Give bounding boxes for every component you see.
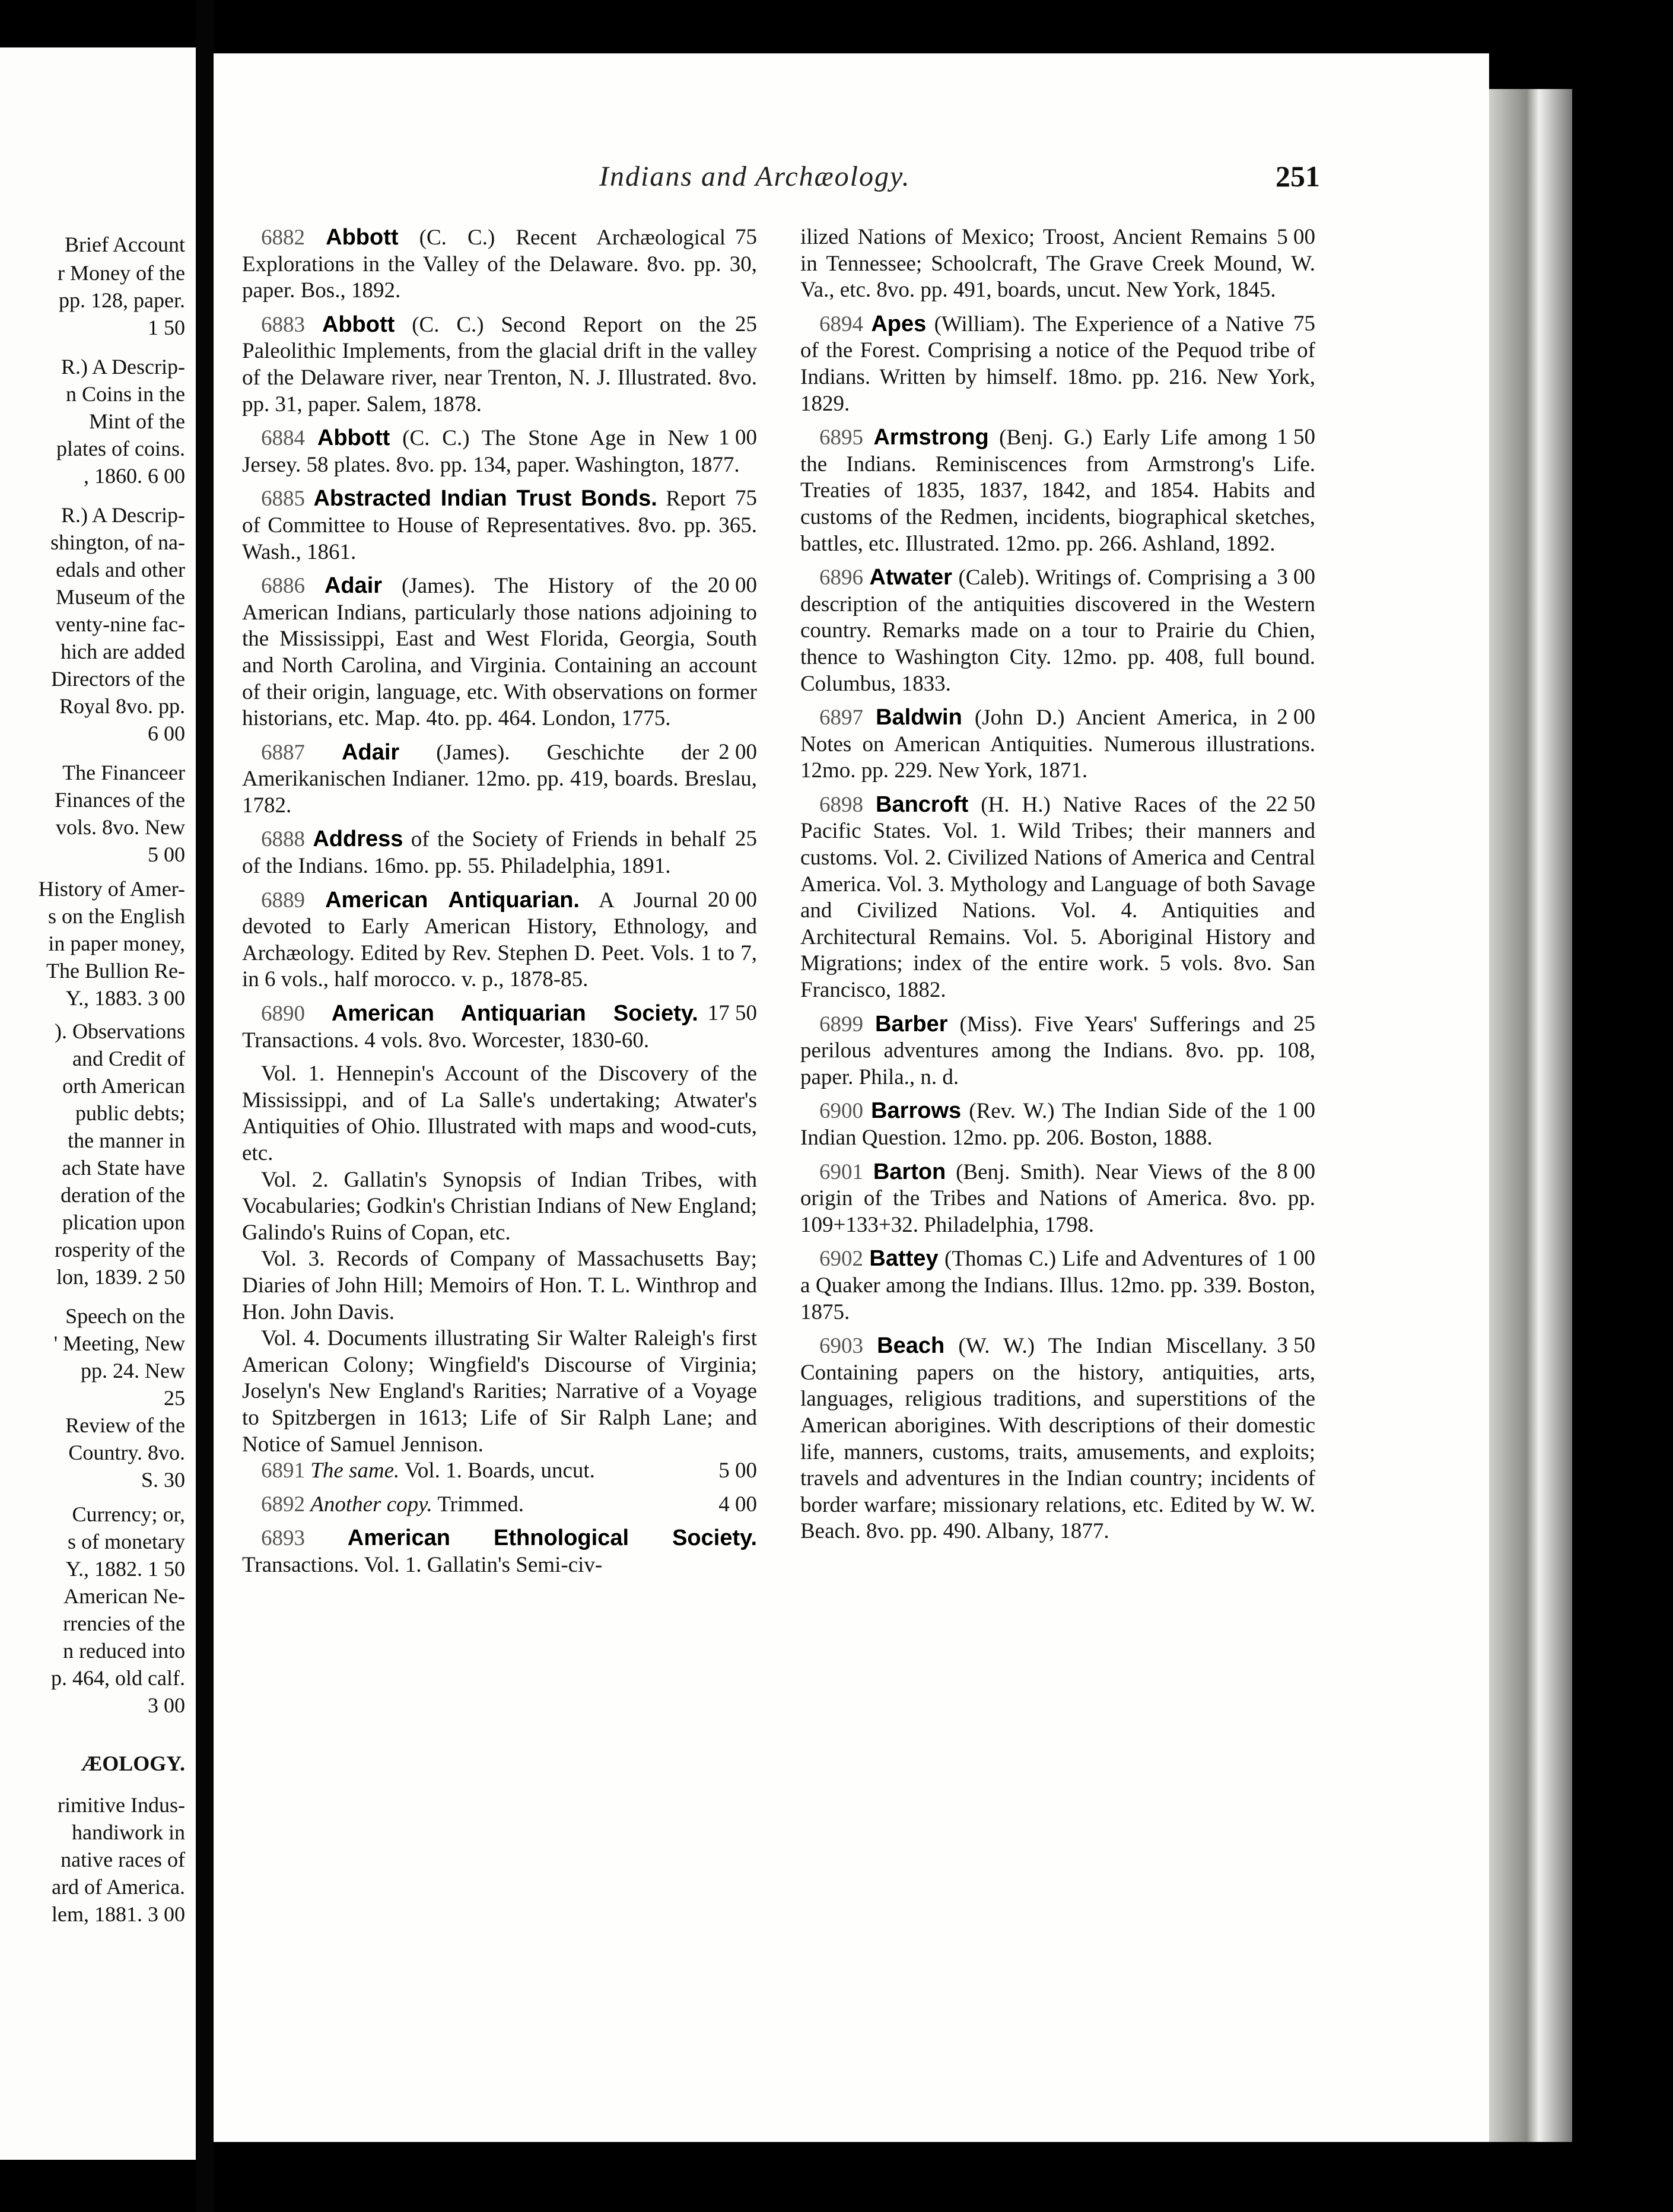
entry-price: 25 [735, 827, 757, 851]
entry-note: The same. [310, 1458, 400, 1483]
entry-author: Battey [869, 1246, 939, 1272]
entry-description: (John D.) Ancient America, in Notes on American Antiquities. Numerous illustrations. 12mo. pp. 229. New York, 1871. [800, 705, 1315, 783]
book-gutter [196, 0, 214, 2212]
prev-page-line: 1 50 [148, 316, 185, 339]
entry-author: American Antiquarian Society. [331, 1001, 698, 1026]
entry-author: Apes [871, 311, 927, 336]
prev-page-line: handiwork in [72, 1820, 185, 1844]
entry-description: A Journal devoted to Early American History, Ethnology, and Archæology. Edited by Rev. Stephen D. Peet. Vols. 1 to 7, in 6 vols., half morocco. v. p., 1878-85. [242, 888, 757, 992]
entry-description: Transactions. Vol. 1. Gallatin's Semi-civ- [242, 1552, 603, 1577]
volume-contents: Vol. 4. Documents illustrating Sir Walter Raleigh's first American Colony; Wingfield's Discourse of Virginia; Joselyn's New England's Rarities; Narrative of a Voyage to Spitzbergen in 1613; Life of Sir Ralph Lane; and Notice of Samuel Jennison. [242, 1326, 757, 1457]
catalog-entry [242, 1525, 757, 1578]
entry-author: Abbott [326, 225, 399, 250]
prev-page-line: Y., 1882. 1 50 [65, 1557, 185, 1581]
entry-price: 22 50 [1265, 792, 1315, 816]
catalog-entry [242, 485, 757, 565]
entry-number: 6889 [261, 888, 305, 913]
prev-page-line: Y., 1883. 3 00 [65, 986, 185, 1010]
entry-price: 5 00 [1277, 225, 1315, 249]
entry-number: 6894 [819, 312, 863, 336]
entry-description: (C. C.) Second Report on the Paleolithic Implements, from the glacial drift in the valley of the Delaware river, near Trenton, N. J. Illustrated. 8vo. pp. 31, paper. Salem, 1878. [242, 312, 757, 417]
entry-author: Barrows [871, 1098, 962, 1124]
entry-number: 6900 [819, 1099, 863, 1124]
prev-page-line: Country. 8vo. [68, 1441, 185, 1464]
catalog-entry [242, 739, 757, 819]
prev-page-line: orth American [62, 1074, 185, 1098]
entry-price: 1 00 [1277, 1246, 1315, 1271]
right-column [800, 224, 1315, 1552]
volume-contents: Vol. 3. Records of Company of Massachusetts Bay; Diaries of John Hill; Memoirs of Hon. T. L. Winthrop and Hon. John Davis. [242, 1247, 757, 1324]
prev-page-line: Royal 8vo. pp. [59, 694, 185, 718]
catalog-entry [242, 425, 757, 478]
entry-author: Armstrong [873, 425, 989, 450]
entry-price: 20 00 [707, 573, 757, 598]
prev-page-line: , 1860. 6 00 [84, 464, 185, 488]
entry-number: 6884 [261, 426, 305, 451]
prev-page-line: in paper money, [48, 932, 185, 955]
entry-number: 6902 [819, 1247, 863, 1272]
prev-page-line: rosperity of the [55, 1238, 185, 1261]
entry-author: Adair [324, 573, 383, 599]
entry-number: 6883 [261, 312, 305, 337]
entry-description: of the Society of Friends in behalf of the Indians. 16mo. pp. 55. Philadelphia, 1891. [242, 827, 726, 879]
entry-price: 2 00 [1277, 705, 1315, 730]
page-edge [1489, 89, 1572, 2142]
prev-page-line: hich are added [61, 640, 185, 663]
entry-number: 6898 [819, 792, 863, 817]
entry-description: (Thomas C.) Life and Adventures of a Quaker among the Indians. Illus. 12mo. pp. 339. Boston, 1875. [800, 1247, 1315, 1324]
prev-page-line: rrencies of the [63, 1612, 185, 1635]
prev-page-line: ard of America. [52, 1875, 185, 1899]
entry-description: (Benj. G.) Early Life among the Indians. Reminiscences from Armstrong's Life. Treaties of 1835, 1837, 1842, and 1854. Habits and customs of the Redmen, incidents, biographical sketches, battles, etc. Illustrated. 12mo. pp. 266. Ashland, 1892. [800, 425, 1315, 556]
catalog-entry [800, 564, 1315, 697]
volume-contents: Vol. 1. Hennepin's Account of the Discovery of the Mississippi, and of La Salle's undertaking; Atwater's Antiquities of Ohio. Illustrated with maps and wood-cuts, etc. [242, 1061, 757, 1165]
entry-price: 8 00 [1277, 1159, 1315, 1184]
prev-page-line: shington, of na- [50, 530, 185, 554]
prev-page-line: lon, 1839. 2 50 [56, 1265, 185, 1289]
entry-description: Transactions. 4 vols. 8vo. Worcester, 1830-60. [242, 1028, 650, 1053]
catalog-entry [242, 573, 757, 732]
prev-page-line: Review of the [65, 1413, 185, 1437]
entry-author: Beach [877, 1333, 945, 1359]
prev-page-line: s of monetary [68, 1530, 185, 1553]
entry-number: 6890 [261, 1002, 305, 1026]
catalog-entry [800, 1245, 1315, 1326]
entry-price: 3 50 [1277, 1333, 1315, 1358]
entry-description: Report of Committee to House of Representatives. 8vo. pp. 365. Wash., 1861. [242, 487, 757, 564]
prev-page-line: 25 [164, 1386, 185, 1410]
catalog-entry [800, 1159, 1315, 1239]
entry-price: 20 00 [707, 887, 757, 912]
prev-page-line: n reduced into [63, 1639, 185, 1663]
entry-price: 2 00 [718, 739, 757, 764]
prev-page-line: 5 00 [148, 843, 185, 866]
catalog-entry [242, 1492, 757, 1518]
prev-page-line: History of Amer- [38, 877, 185, 901]
entry-number: 6893 [261, 1526, 305, 1551]
prev-page-line: ÆOLOGY. [81, 1752, 185, 1775]
entry-author: Baldwin [876, 705, 962, 730]
prev-page-line: plates of coins. [56, 437, 185, 460]
catalog-entry [242, 1000, 757, 1054]
catalog-entry [242, 224, 757, 304]
prev-page-line: Speech on the [65, 1304, 185, 1328]
prev-page-line: R.) A Descrip- [61, 503, 185, 527]
entry-description: ilized Nations of Mexico; Troost, Ancient Remains in Tennessee; Schoolcraft, The Grave Creek Mound, W. Va., etc. 8vo. pp. 491, boards, uncut. New York, 1845. [800, 225, 1315, 303]
prev-page-line: Brief Account [65, 233, 185, 256]
entry-description: (W. W.) The Indian Miscellany. Containing papers on the history, antiquities, arts, languages, religious traditions, and superstitions of the American aborigines. With descriptions of their domestic life, manners, customs, traits, amusements, and exploits; travels and adventures in the Indian country; incidents of border warfare; missionary relations, etc. Edited by W. W. Beach. 8vo. pp. 490. Albany, 1877. [800, 1334, 1315, 1544]
entry-price: 3 00 [1277, 565, 1315, 590]
prev-page-line: ach State have [62, 1156, 185, 1180]
prev-page-line: R.) A Descrip- [61, 355, 185, 379]
catalog-entry [800, 704, 1315, 784]
prev-page-line: plication upon [62, 1210, 185, 1234]
prev-page-line: the manner in [68, 1129, 185, 1152]
left-column [242, 224, 757, 1586]
entry-price: 5 00 [718, 1458, 757, 1483]
catalog-entry [800, 224, 1315, 304]
entry-price: 75 [735, 486, 757, 511]
prev-page-line: r Money of the [58, 261, 185, 285]
previous-page-strip [0, 47, 196, 2160]
prev-page-line: Museum of the [56, 585, 185, 609]
entry-price: 1 50 [1277, 425, 1315, 450]
entry-description: (James). Geschichte der Amerikanischen Indianer. 12mo. pp. 419, boards. Breslau, 1782. [242, 740, 757, 818]
entry-description: (Caleb). Writings of. Comprising a description of the antiquities discovered in the Western country. Remarks made on a tour to Prairie du Chien, thence to Washington City. 12mo. pp. 408, full bound. Columbus, 1833. [800, 565, 1315, 696]
prev-page-line: The Bullion Re- [46, 959, 185, 983]
entry-price: 1 00 [1277, 1098, 1315, 1123]
entry-author: Barber [875, 1011, 948, 1037]
entry-description: (James). The History of the American Indians, particularly those nations adjoining to the Mississippi, East and West Florida, Georgia, South and North Carolina, and Virginia. Containing an account of their origin, language, etc. With observations on former historians, etc. Map. 4to. pp. 464. London, 1775. [242, 574, 757, 731]
entry-price: 75 [735, 225, 757, 249]
entry-number: 6882 [261, 225, 305, 250]
entry-number: 6888 [261, 827, 305, 852]
entry-description: (C. C.) The Stone Age in New Jersey. 58 plates. 8vo. pp. 134, paper. Washington, 1877. [242, 426, 740, 477]
prev-page-line: edals and other [56, 558, 185, 581]
entry-number: 6899 [819, 1012, 863, 1037]
entry-number: 6897 [819, 705, 863, 730]
catalog-entry [800, 424, 1315, 557]
catalog-entry [242, 887, 757, 993]
catalog-entry [242, 312, 757, 418]
entry-number: 6895 [819, 425, 863, 450]
entry-author: Atwater [869, 565, 952, 590]
entry-number: 6891 [261, 1458, 305, 1483]
catalog-entry [242, 826, 757, 879]
entry-author: Barton [873, 1159, 946, 1184]
prev-page-line: 3 00 [148, 1693, 185, 1717]
prev-page-line: and Credit of [72, 1047, 185, 1070]
entry-number: 6885 [261, 487, 305, 511]
page-251 [214, 53, 1489, 2142]
volume-contents: Vol. 2. Gallatin's Synopsis of Indian Tribes, with Vocabularies; Godkin's Christian Indians of New England; Galindo's Ruins of Copan, etc. [242, 1167, 757, 1245]
prev-page-line: The Financeer [62, 761, 185, 784]
catalog-entry [800, 1098, 1315, 1151]
prev-page-line: Currency; or, [72, 1502, 185, 1526]
entry-description: (C. C.) Recent Archæological Explorations in the Valley of the Delaware. 8vo. pp. 30, paper. Bos., 1892. [242, 225, 757, 303]
entry-price: 75 [1293, 311, 1315, 336]
prev-page-line: 6 00 [148, 722, 185, 745]
entry-number: 6886 [261, 574, 305, 599]
entry-number: 6896 [819, 565, 863, 590]
prev-page-line: public debts; [75, 1101, 185, 1125]
prev-page-line: Mint of the [89, 409, 185, 433]
entry-description: (William). The Experience of a Native of the Forest. Comprising a notice of the Pequod tribe of Indians. Written by himself. 18mo. pp. 216. New York, 1829. [800, 312, 1315, 416]
prev-page-line: ). Observations [55, 1019, 185, 1043]
page-number: 251 [1276, 160, 1320, 193]
entry-number: 6901 [819, 1159, 863, 1184]
prev-page-line: pp. 24. New [81, 1359, 185, 1383]
entry-number: 6887 [261, 740, 305, 765]
entry-author: Bancroft [876, 792, 969, 817]
catalog-entry [800, 792, 1315, 1004]
prev-page-line: deration of the [61, 1183, 185, 1207]
prev-page-line: native races of [61, 1848, 185, 1871]
prev-page-line: n Coins in the [65, 382, 185, 406]
entry-price: 1 00 [718, 425, 757, 450]
prev-page-line: S. 30 [141, 1468, 185, 1492]
entry-author: Adair [342, 739, 400, 765]
entry-number: 6903 [819, 1334, 863, 1359]
prev-page-line: Finances of the [55, 788, 185, 812]
entry-description: (H. H.) Native Races of the Pacific States. Vol. 1. Wild Tribes; their manners and customs. Vol. 2. Civilized Nations of America and Central America. Vol. 3. Mythology and Language of both Savage and Civilized Nations. Vol. 4. Antiquities and Architectural Remains. Vol. 5. Aboriginal History and Migrations; index of the entire work. 5 vols. 8vo. San Francisco, 1882. [800, 792, 1315, 1003]
prev-page-line: venty-nine fac- [55, 612, 185, 636]
prev-page-line: rimitive Indus- [58, 1793, 185, 1817]
running-head: Indians and Archæology. [599, 161, 911, 192]
entry-description: Vol. 1. Boards, uncut. [404, 1458, 595, 1483]
prev-page-line: American Ne- [63, 1584, 185, 1608]
entry-note: Another copy. [310, 1492, 432, 1517]
prev-page-line: vols. 8vo. New [56, 815, 185, 839]
entry-price: 17 50 [707, 1001, 757, 1026]
prev-page-line: lem, 1881. 3 00 [52, 1902, 185, 1926]
entry-number: 6892 [261, 1492, 305, 1517]
entry-description: (Benj. Smith). Near Views of the origin of the Tribes and Nations of America. 8vo. pp. 109+133+32. Philadelphia, 1798. [800, 1159, 1315, 1237]
entry-price: 25 [1293, 1011, 1315, 1036]
entry-author: Address [313, 827, 403, 852]
entry-price: 25 [735, 312, 757, 336]
catalog-entry [800, 311, 1315, 417]
catalog-entry [800, 1011, 1315, 1091]
entry-author: Abstracted Indian Trust Bonds. [313, 486, 657, 511]
prev-page-line: pp. 128, paper. [59, 288, 185, 312]
entry-description: Trimmed. [437, 1492, 524, 1517]
entry-author: Abbott [317, 425, 390, 451]
catalog-entry [800, 1333, 1315, 1545]
entry-author: Abbott [322, 312, 395, 337]
catalog-entry [242, 1458, 757, 1485]
entry-author: American Antiquarian. [325, 887, 580, 913]
entry-price: 4 00 [718, 1492, 757, 1517]
prev-page-line: Directors of the [51, 667, 185, 691]
prev-page-line: ' Meeting, New [53, 1331, 185, 1355]
entry-description: (Rev. W.) The Indian Side of the Indian Question. 12mo. pp. 206. Boston, 1888. [800, 1099, 1268, 1150]
prev-page-line: p. 464, old calf. [51, 1666, 185, 1690]
prev-page-line: s on the English [48, 904, 185, 928]
entry-description: (Miss). Five Years' Sufferings and perilous adventures among the Indians. 8vo. pp. 108, paper. Phila., n. d. [800, 1012, 1315, 1089]
entry-author: American Ethnological Society. [347, 1525, 757, 1551]
